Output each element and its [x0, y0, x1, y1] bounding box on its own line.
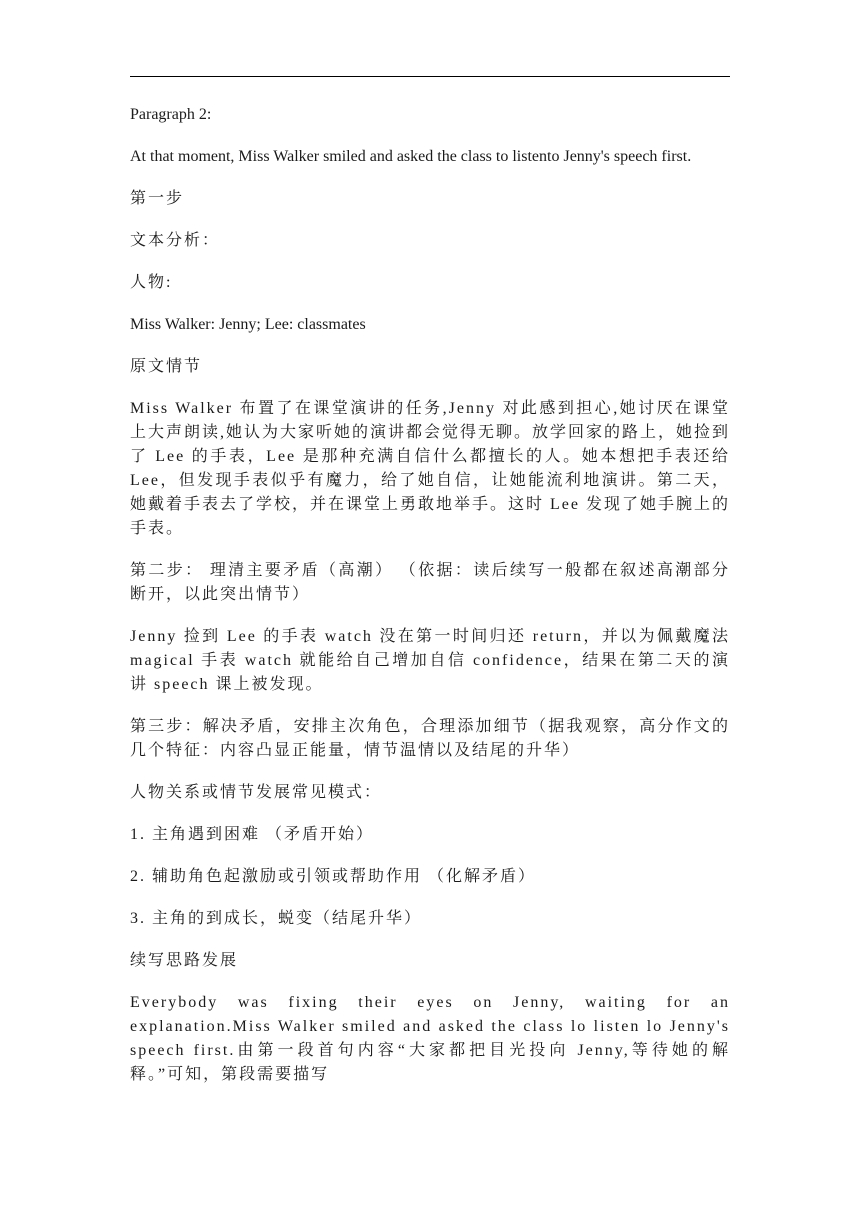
main-conflict-text: Jenny 捡到 Lee 的手表 watch 没在第一时间归还 return，并以为佩戴魔法 magical 手表 watch 就能给自己增加自信 confidence，结果在第二天的演讲 speech 课上被发现。	[130, 628, 730, 693]
pattern-item-2: 2. 辅助角色起激励或引领或帮助作用 （化解矛盾）	[130, 868, 537, 885]
continuation-heading: 续写思路发展	[130, 952, 239, 969]
original-plot-heading: 原文情节	[130, 358, 203, 375]
continuation-text: Everybody was fixing their eyes on Jenny, waiting for an explanation.Miss Walker smiled and asked the class lo listen lo Jenny's speech first.由第一段首句内容“大家都把目光投向 Jenny,等待她的解释。”可知，第段需要描写	[130, 994, 730, 1083]
header-rule	[130, 76, 730, 77]
characters-list: Miss Walker: Jenny; Lee: classmates	[130, 316, 366, 333]
step-two-text: 第二步： 理清主要矛盾（高潮） （依据：读后续写一般都在叙述高潮部分断开，以此突出情节）	[130, 562, 730, 603]
pattern-item-1: 1. 主角遇到困难 （矛盾开始）	[130, 826, 375, 843]
patterns-heading: 人物关系或情节发展常见模式：	[130, 784, 383, 801]
step-one-heading: 第一步	[130, 190, 185, 207]
original-plot-text: Miss Walker 布置了在课堂演讲的任务,Jenny 对此感到担心,她讨厌在课堂上大声朗读,她认为大家听她的演讲都会觉得无聊。放学回家的路上，她捡到了 Lee 的手表，Lee 是那种充满自信什么都擅长的人。她本想把手表还给 Lee，但发现手表似乎有魔力，给了她自信，让她能流利地演讲。第二天，她戴着手表去了学校，并在课堂上勇敢地举手。这时 Lee 发现了她手腕上的手表。	[130, 400, 731, 537]
prompt-sentence: At that moment, Miss Walker smiled and asked the class to listento Jenny's speech first.	[130, 148, 692, 165]
characters-heading: 人物:	[130, 274, 173, 291]
text-analysis-heading: 文本分析：	[130, 232, 221, 249]
pattern-item-3: 3. 主角的到成长，蜕变（结尾升华）	[130, 910, 423, 927]
paragraph-label: Paragraph 2:	[130, 106, 212, 123]
document-body	[130, 103, 730, 1105]
step-three-text: 第三步：解决矛盾，安排主次角色，合理添加细节（据我观察，高分作文的几个特征：内容凸显正能量，情节温情以及结尾的升华）	[130, 718, 730, 759]
